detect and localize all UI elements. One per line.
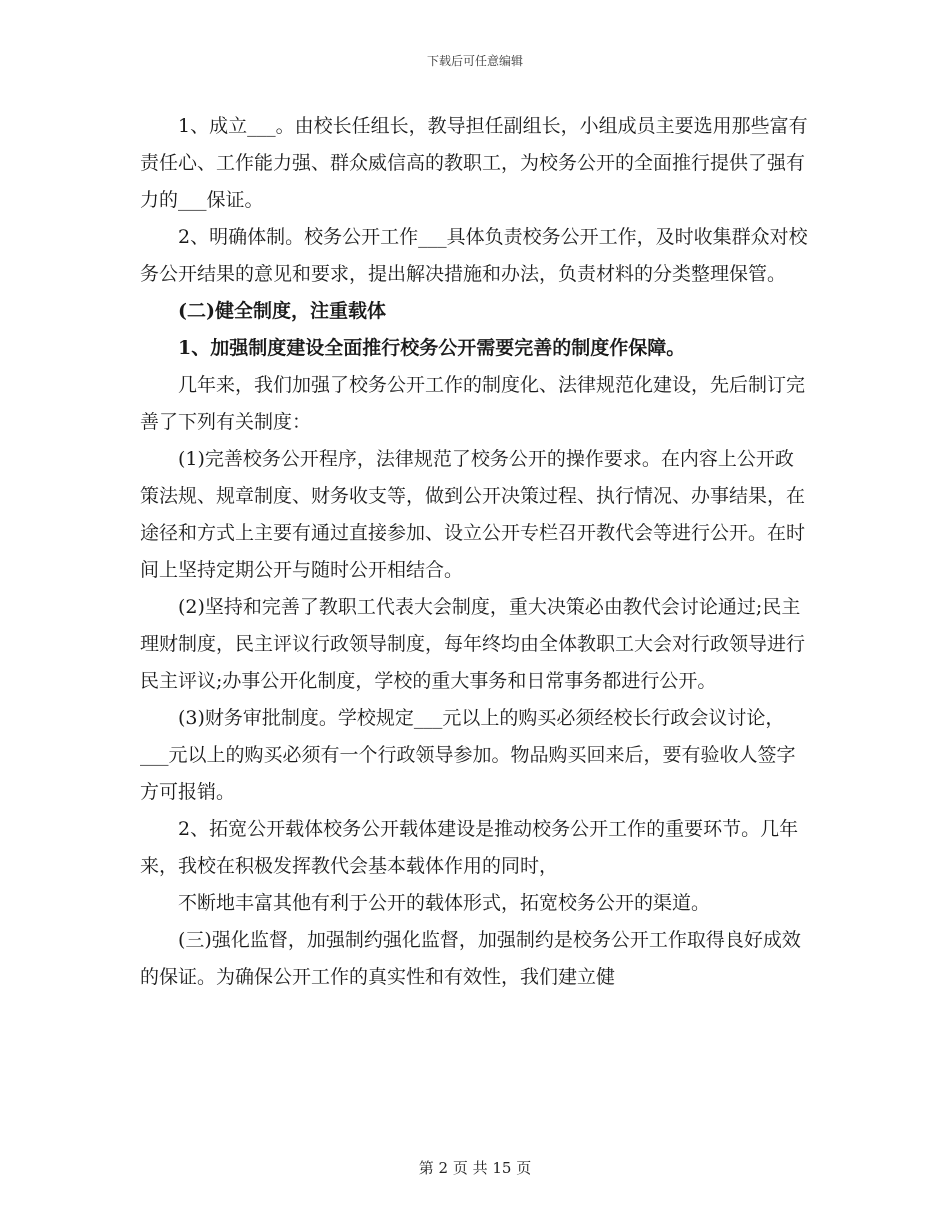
paragraph-6: (3)财务审批制度。学校规定___元以上的购买必须经校长行政会议讨论，___元以上的购买必须有一个行政领导参加。物品购买回来后，要有验收人签字方可报销。: [140, 707, 796, 803]
page-footer: 第 2 页 共 15 页: [418, 1159, 532, 1177]
paragraph-5: (2)坚持和完善了教职工代表大会制度，重大决策必由教代会讨论通过;民主理财制度，民主评议行政领导制度，每年终均由全体教职工大会对行政领导进行民主评议;办事公开化制度，学校的重大事务和日常事务都进行公开。: [140, 596, 806, 692]
document-body: [140, 108, 812, 996]
paragraph-2: 2、明确体制。校务公开工作___具体负责校务公开工作，及时收集群众对校务公开结果的意见和要求，提出解决措施和办法，负责材料的分类整理保管。: [140, 226, 808, 285]
paragraph-7: 2、拓宽公开载体校务公开载体建设是推动校务公开工作的重要环节。几年来，我校在积极发挥教代会基本载体作用的同时，: [140, 818, 799, 877]
paragraph-1: 1、成立___。由校长任组长，教导担任副组长，小组成员主要选用那些富有责任心、工作能力强、群众威信高的教职工，为校务公开的全面推行提供了强有力的___保证。: [140, 115, 808, 211]
paragraph-9: (三)强化监督，加强制约强化监督，加强制约是校务公开工作取得良好成效的保证。为确保公开工作的真实性和有效性，我们建立健: [140, 929, 801, 988]
section-heading-2: (二)健全制度，注重载体: [178, 300, 386, 322]
paragraph-4: (1)完善校务公开程序，法律规范了校务公开的操作要求。在内容上公开政策法规、规章制度、财务收支等，做到公开决策过程、执行情况、办事结果，在途径和方式上主要有通过直接参加、设立公开专栏召开教代会等进行公开。在时间上坚持定期公开与随时公开相结合。: [140, 448, 806, 581]
subheading-system-building: 1、加强制度建设全面推行校务公开需要完善的制度作保障。: [178, 337, 686, 359]
page-header: 下载后可任意编辑: [426, 54, 523, 68]
paragraph-8: 不断地丰富其他有利于公开的载体形式，拓宽校务公开的渠道。: [178, 892, 711, 914]
paragraph-3: 几年来，我们加强了校务公开工作的制度化、法律规范化建设，先后制订完善了下列有关制度：: [140, 374, 806, 433]
